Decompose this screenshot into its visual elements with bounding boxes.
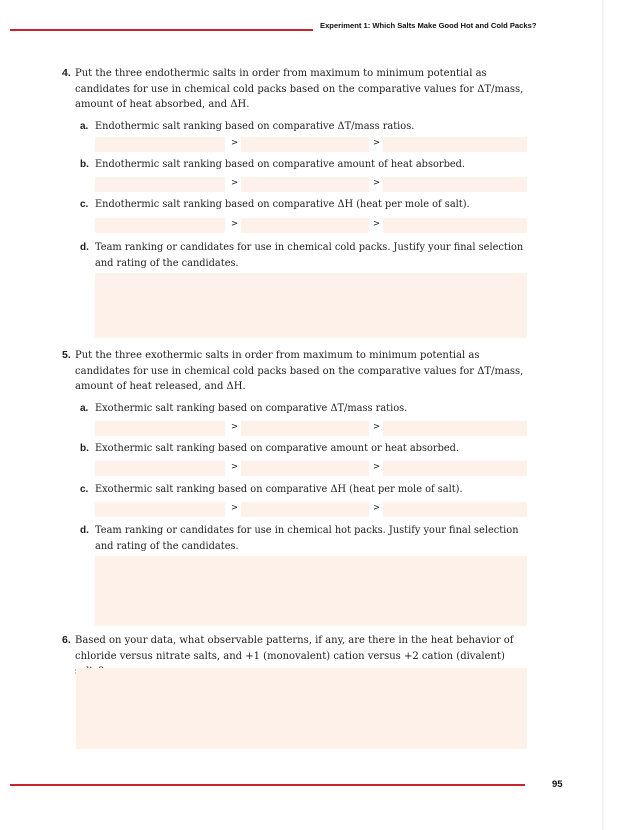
question-number: 4.: [62, 67, 71, 79]
rank-2-field[interactable]: [241, 461, 369, 476]
question-4: [62, 66, 530, 113]
part-text: Exothermic salt ranking based on comparative amount or heat absorbed.: [95, 443, 460, 454]
greater-than-sign: >: [231, 422, 239, 432]
header-rule: [10, 29, 313, 31]
answer-area-4d[interactable]: [95, 273, 527, 338]
greater-than-sign: >: [231, 462, 239, 472]
question-number: 5.: [62, 349, 71, 361]
question-text: Put the three endothermic salts in order from maximum to minimum potential as candidates for use in chemical cold packs based on the comparative values for ΔT/mass, amount of heat absorbed, and ΔH.: [75, 68, 524, 110]
page-edge-shadow: [602, 0, 604, 830]
greater-than-sign: >: [373, 422, 381, 432]
question-5b: [80, 441, 530, 457]
rank-3-field[interactable]: [383, 421, 527, 436]
question-5a: [80, 401, 530, 417]
answer-area-5d[interactable]: [95, 556, 527, 626]
question-4b: [80, 157, 530, 173]
question-4d: [80, 240, 530, 271]
rank-2-field[interactable]: [241, 421, 369, 436]
part-text: Exothermic salt ranking based on comparative ΔT/mass ratios.: [95, 403, 408, 414]
part-letter: d.: [80, 525, 89, 536]
greater-than-sign: >: [373, 503, 381, 513]
footer-rule: [10, 784, 525, 786]
rank-3-field[interactable]: [383, 502, 527, 517]
question-5c: [80, 482, 530, 498]
question-number: 6.: [62, 634, 71, 646]
rank-3-field[interactable]: [383, 461, 527, 476]
part-letter: b.: [80, 443, 89, 454]
greater-than-sign: >: [373, 219, 381, 229]
greater-than-sign: >: [373, 178, 381, 188]
part-letter: d.: [80, 242, 89, 253]
rank-1-field[interactable]: [95, 177, 225, 192]
question-5d: [80, 523, 530, 554]
part-letter: a.: [80, 121, 89, 132]
part-text: Team ranking or candidates for use in chemical hot packs. Justify your final selection and rating of the candidates.: [95, 525, 519, 552]
rank-3-field[interactable]: [383, 218, 527, 233]
rank-2-field[interactable]: [241, 218, 369, 233]
greater-than-sign: >: [373, 462, 381, 472]
rank-2-field[interactable]: [241, 137, 369, 152]
question-text: Based on your data, what observable patterns, if any, are there in the heat behavior of chloride versus nitrate salts, and +1 (monovalent) cation versus +2 cation (divalent): [75, 635, 514, 662]
page-number: 95: [552, 779, 563, 790]
rank-3-field[interactable]: [383, 177, 527, 192]
running-header: Experiment 1: Which Salts Make Good Hot and Cold Packs?: [320, 21, 537, 30]
rank-3-field[interactable]: [383, 137, 527, 152]
rank-1-field[interactable]: [95, 461, 225, 476]
part-text: Endothermic salt ranking based on comparative ΔH (heat per mole of salt).: [95, 199, 470, 210]
greater-than-sign: >: [231, 178, 239, 188]
answer-area-6[interactable]: [76, 668, 527, 749]
rank-2-field[interactable]: [241, 177, 369, 192]
greater-than-sign: >: [231, 503, 239, 513]
greater-than-sign: >: [231, 138, 239, 148]
part-letter: a.: [80, 403, 89, 414]
part-letter: c.: [80, 484, 89, 495]
part-letter: b.: [80, 159, 89, 170]
rank-1-field[interactable]: [95, 502, 225, 517]
rank-1-field[interactable]: [95, 218, 225, 233]
question-4c: [80, 197, 530, 213]
part-text: Endothermic salt ranking based on comparative amount of heat absorbed.: [95, 159, 466, 170]
rank-1-field[interactable]: [95, 137, 225, 152]
part-text: Exothermic salt ranking based on comparative ΔH (heat per mole of salt).: [95, 484, 463, 495]
rank-2-field[interactable]: [241, 502, 369, 517]
greater-than-sign: >: [373, 138, 381, 148]
part-letter: c.: [80, 199, 89, 210]
greater-than-sign: >: [231, 219, 239, 229]
question-5: [62, 348, 530, 395]
part-text: Team ranking or candidates for use in chemical cold packs. Justify your final selection and rating of the candidates.: [95, 242, 524, 269]
rank-1-field[interactable]: [95, 421, 225, 436]
part-text: Endothermic salt ranking based on comparative ΔT/mass ratios.: [95, 121, 415, 132]
question-4a: [80, 119, 530, 135]
question-text: Put the three exothermic salts in order from maximum to minimum potential as candidates for use in chemical cold packs based on the comparative values for ΔT/mass, amount of heat released, and ΔH.: [75, 350, 524, 392]
